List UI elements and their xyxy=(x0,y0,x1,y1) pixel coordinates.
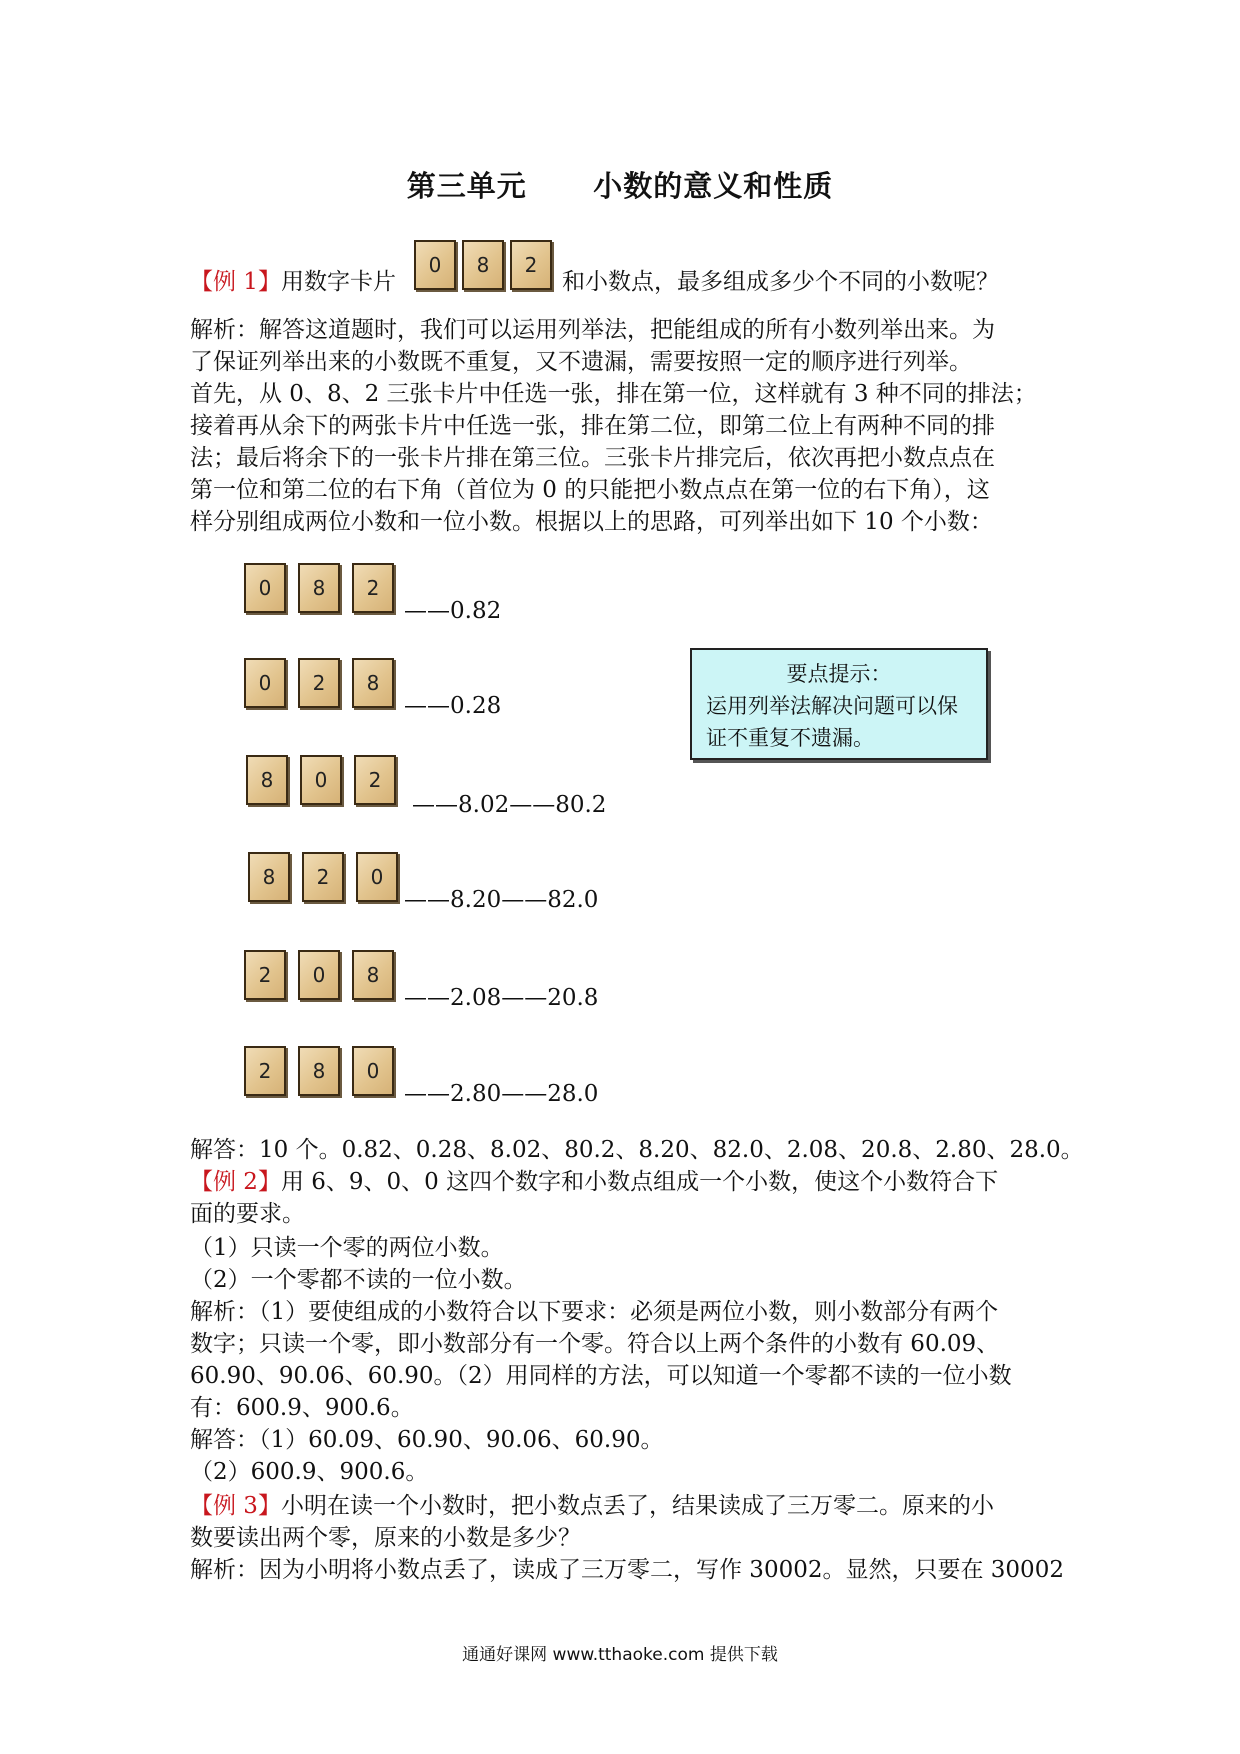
number-card: 2 xyxy=(244,1046,286,1096)
example1-text-after: 和小数点，最多组成多少个不同的小数呢？ xyxy=(562,269,999,295)
number-card: 0 xyxy=(244,563,286,613)
example2-line: （2）一个零都不读的一位小数。 xyxy=(190,1267,527,1293)
analysis1-line: 解析：解答这道题时，我们可以运用列举法，把能组成的所有小数列举出来。为 xyxy=(190,317,995,343)
tip-heading: 要点提示： xyxy=(786,662,892,686)
example2-line: 用 6、9、0、0 这四个数字和小数点组成一个小数，使这个小数符合下 xyxy=(280,1169,999,1195)
analysis1-line: 样分别组成两位小数和一位小数。根据以上的思路，可列举出如下 10 个小数： xyxy=(190,509,993,535)
decimal-result: ——2.80——28.0 xyxy=(404,1081,599,1107)
analysis1-line: 法；最后将余下的一张卡片排在第三位。三张卡片排完后，依次再把小数点点在 xyxy=(190,445,995,471)
example2-line: （1）只读一个零的两位小数。 xyxy=(190,1235,504,1261)
number-card: 8 xyxy=(248,852,290,902)
number-card: 0 xyxy=(414,240,456,290)
example2-line: 数字；只读一个零，即小数部分有一个零。符合以上两个条件的小数有 60.09、 xyxy=(190,1331,1000,1357)
example2-line: 有：600.9、900.6。 xyxy=(190,1395,414,1421)
analysis1-line: 首先，从 0、8、2 三张卡片中任选一张，排在第一位，这样就有 3 种不同的排法； xyxy=(190,381,1037,407)
example3-line: 小明在读一个小数时，把小数点丢了，结果读成了三万零二。原来的小 xyxy=(280,1493,994,1519)
number-card: 2 xyxy=(244,950,286,1000)
number-card: 0 xyxy=(356,852,398,902)
page-title: 第三单元 小数的意义和性质 xyxy=(406,169,834,203)
number-card: 8 xyxy=(352,658,394,708)
decimal-result: ——0.82 xyxy=(404,598,502,624)
example2-line: 解答：（1）60.09、60.90、90.06、60.90。 xyxy=(190,1427,664,1453)
answer1: 解答：10 个。0.82、0.28、8.02、80.2、8.20、82.0、2.08、20.8、2.80、28.0。 xyxy=(190,1137,1084,1163)
example1-text-before: 用数字卡片 xyxy=(280,269,396,295)
number-card: 8 xyxy=(298,563,340,613)
number-card: 8 xyxy=(246,755,288,805)
example3-line: 数要读出两个零，原来的小数是多少？ xyxy=(190,1525,581,1551)
number-card: 0 xyxy=(300,755,342,805)
example2-line: 面的要求。 xyxy=(190,1201,305,1227)
number-card: 8 xyxy=(352,950,394,1000)
example2-line: 60.90、90.06、60.90。（2）用同样的方法，可以知道一个零都不读的一位小数 xyxy=(190,1363,1012,1389)
example3-question xyxy=(190,1490,1065,1522)
number-card: 2 xyxy=(354,755,396,805)
number-card: 0 xyxy=(244,658,286,708)
number-card: 2 xyxy=(352,563,394,613)
example2-question xyxy=(190,1166,1065,1198)
example2-line: 解析：（1）要使组成的小数符合以下要求：必须是两位小数，则小数部分有两个 xyxy=(190,1299,999,1325)
analysis1-line: 接着再从余下的两张卡片中任选一张，排在第二位，即第二位上有两种不同的排 xyxy=(190,413,995,439)
decimal-result: ——2.08——20.8 xyxy=(404,985,599,1011)
decimal-result: ——8.20——82.0 xyxy=(404,887,599,913)
decimal-result: ——8.02——80.2 xyxy=(412,792,607,818)
decimal-result: ——0.28 xyxy=(404,693,502,719)
number-card: 2 xyxy=(510,240,552,290)
example2-label: 【例 2】 xyxy=(190,1169,281,1195)
analysis1-line: 第一位和第二位的右下角（首位为 0 的只能把小数点点在第一位的右下角），这 xyxy=(190,477,990,503)
number-card: 0 xyxy=(352,1046,394,1096)
number-card: 2 xyxy=(302,852,344,902)
analysis1-line: 了保证列举出来的小数既不重复，又不遗漏，需要按照一定的顺序进行列举。 xyxy=(190,349,972,375)
number-card: 8 xyxy=(298,1046,340,1096)
example3-line: 解析：因为小明将小数点丢了，读成了三万零二，写作 30002。显然，只要在 30002 xyxy=(190,1557,1064,1583)
number-card: 8 xyxy=(462,240,504,290)
example3-label: 【例 3】 xyxy=(190,1493,281,1519)
tip-body: 运用列举法解决问题可以保证不重复不遗漏。 xyxy=(706,694,958,750)
number-card: 0 xyxy=(298,950,340,1000)
example2-line: （2）600.9、900.6。 xyxy=(190,1459,429,1485)
tip-box xyxy=(690,648,988,760)
number-card: 2 xyxy=(298,658,340,708)
page-footer: 通通好课网 www.tthaoke.com 提供下载 xyxy=(462,1645,778,1665)
example1-label: 【例 1】 xyxy=(190,269,281,295)
